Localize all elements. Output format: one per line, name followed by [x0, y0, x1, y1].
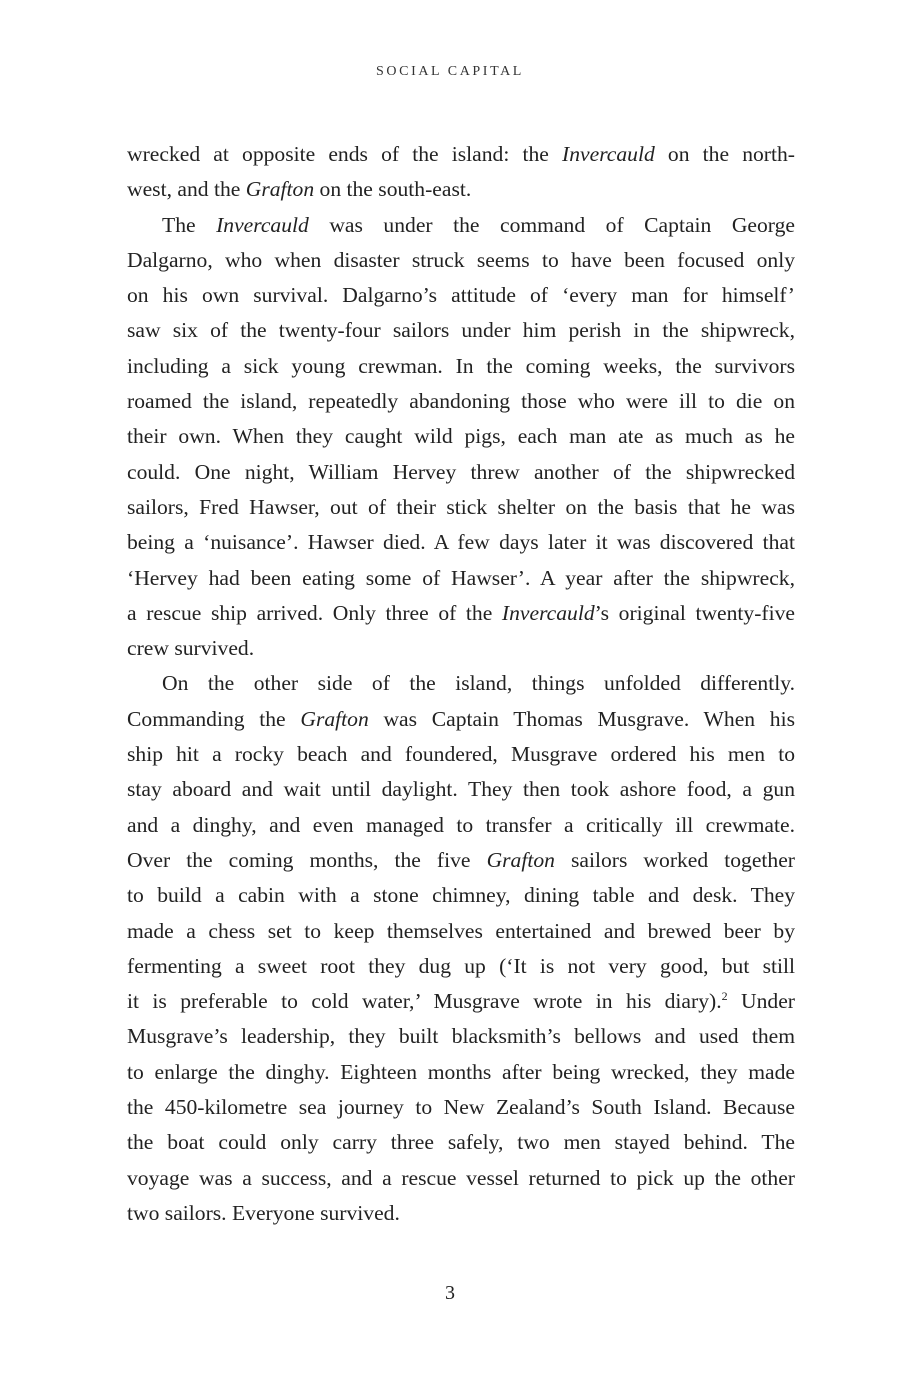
page-number: 3	[445, 1282, 455, 1304]
text-run: ‘Hervey had been eating some of Hawser’. A year after the shipwreck,	[127, 565, 795, 590]
text-run: the boat could only carry three safely, two men stayed behind. The	[127, 1130, 795, 1155]
text-run: made a chess set to keep themselves entertained and brewed beer by	[127, 918, 795, 943]
text-line	[127, 1125, 795, 1160]
text-run: their own. When they caught wild pigs, each man ate as much as he	[127, 424, 795, 449]
text-run: on the north-	[654, 142, 795, 166]
text-line	[127, 666, 795, 701]
text-line	[127, 949, 795, 984]
text-run: voyage was a success, and a rescue vessel returned to pick up the other	[127, 1165, 795, 1190]
text-run: Under	[727, 989, 795, 1014]
text-run: on the south-east.	[314, 177, 472, 202]
text-run: crew survived.	[127, 636, 255, 661]
text-run: the 450-kilometre sea journey to New Zealand’s South Island. Because	[127, 1095, 795, 1120]
paragraph	[127, 137, 795, 208]
text-line	[127, 349, 795, 384]
text-line	[127, 1019, 795, 1054]
italic-text: Grafton	[486, 847, 555, 872]
text-line	[127, 631, 795, 666]
footnote-marker: 2	[721, 989, 728, 1004]
text-run: was Captain Thomas Musgrave. When his	[368, 706, 796, 731]
body-text	[127, 137, 795, 1231]
text-line	[127, 878, 795, 913]
paragraph	[127, 666, 795, 1231]
text-run: a rescue ship arrived. Only three of the	[127, 600, 502, 625]
text-line	[127, 737, 795, 772]
text-run: it is preferable to cold water,’ Musgrave wrote in his diary).	[127, 989, 722, 1014]
text-line	[127, 772, 795, 807]
paragraph	[127, 208, 795, 667]
text-run: sailors worked together	[554, 847, 795, 872]
text-line	[127, 419, 795, 454]
text-run: ’s original twenty-five	[594, 600, 795, 625]
text-run: Musgrave’s leadership, they built blacksmith’s bellows and used them	[127, 1024, 795, 1049]
italic-text: Grafton	[300, 706, 369, 731]
text-line	[127, 208, 795, 243]
text-line	[127, 596, 795, 631]
text-run: Commanding the	[127, 706, 301, 731]
text-run: could. One night, William Hervey threw another of the shipwrecked	[127, 459, 795, 484]
text-run: including a sick young crewman. In the coming weeks, the survivors	[127, 353, 795, 378]
text-line	[127, 243, 795, 278]
text-run: sailors, Fred Hawser, out of their stick shelter on the basis that he was	[127, 494, 795, 519]
text-run: two sailors. Everyone survived.	[127, 1200, 400, 1225]
text-line	[127, 1055, 795, 1090]
text-run: wrecked at opposite ends of the island: the	[127, 142, 563, 166]
italic-text: Invercauld	[501, 600, 595, 625]
text-line	[127, 490, 795, 525]
running-head: SOCIAL CAPITAL	[376, 64, 524, 79]
italic-text: Invercauld	[562, 142, 655, 166]
text-line	[127, 561, 795, 596]
text-line	[127, 384, 795, 419]
text-run: and a dinghy, and even managed to transfer a critically ill crewmate.	[127, 812, 795, 837]
text-run: saw six of the twenty-four sailors under him perish in the shipwreck,	[127, 318, 795, 343]
text-line	[127, 313, 795, 348]
italic-text: Grafton	[245, 177, 315, 202]
text-run: The	[162, 212, 217, 237]
text-run: stay aboard and wait until daylight. They then took ashore food, a gun	[127, 777, 795, 802]
text-line	[127, 1196, 795, 1231]
text-line	[127, 278, 795, 313]
text-run: on his own survival. Dalgarno’s attitude of ‘every man for himself’	[127, 283, 795, 308]
text-line	[127, 172, 795, 207]
text-run: Over the coming months, the five	[127, 847, 487, 872]
text-line	[127, 137, 795, 172]
text-run: west, and the	[127, 177, 246, 202]
italic-text: Invercauld	[216, 212, 309, 237]
text-run: On the other side of the island, things unfolded differently.	[162, 671, 795, 696]
text-line	[127, 525, 795, 560]
text-run: being a ‘nuisance’. Hawser died. A few days later it was discovered that	[127, 530, 795, 555]
text-run: to enlarge the dinghy. Eighteen months after being wrecked, they made	[127, 1059, 795, 1084]
text-run: Dalgarno, who when disaster struck seems to have been focused only	[127, 247, 795, 272]
text-line	[127, 808, 795, 843]
text-run: to build a cabin with a stone chimney, dining table and desk. They	[127, 883, 795, 908]
text-run: fermenting a sweet root they dug up (‘It is not very good, but still	[127, 953, 795, 978]
text-line	[127, 914, 795, 949]
text-line	[127, 1161, 795, 1196]
text-run: ship hit a rocky beach and foundered, Musgrave ordered his men to	[127, 742, 795, 767]
text-run: roamed the island, repeatedly abandoning those who were ill to die on	[127, 389, 795, 414]
text-line	[127, 1090, 795, 1125]
text-run: was under the command of Captain George	[308, 212, 795, 237]
text-line	[127, 455, 795, 490]
text-line	[127, 984, 795, 1019]
text-line	[127, 702, 795, 737]
text-line	[127, 843, 795, 878]
